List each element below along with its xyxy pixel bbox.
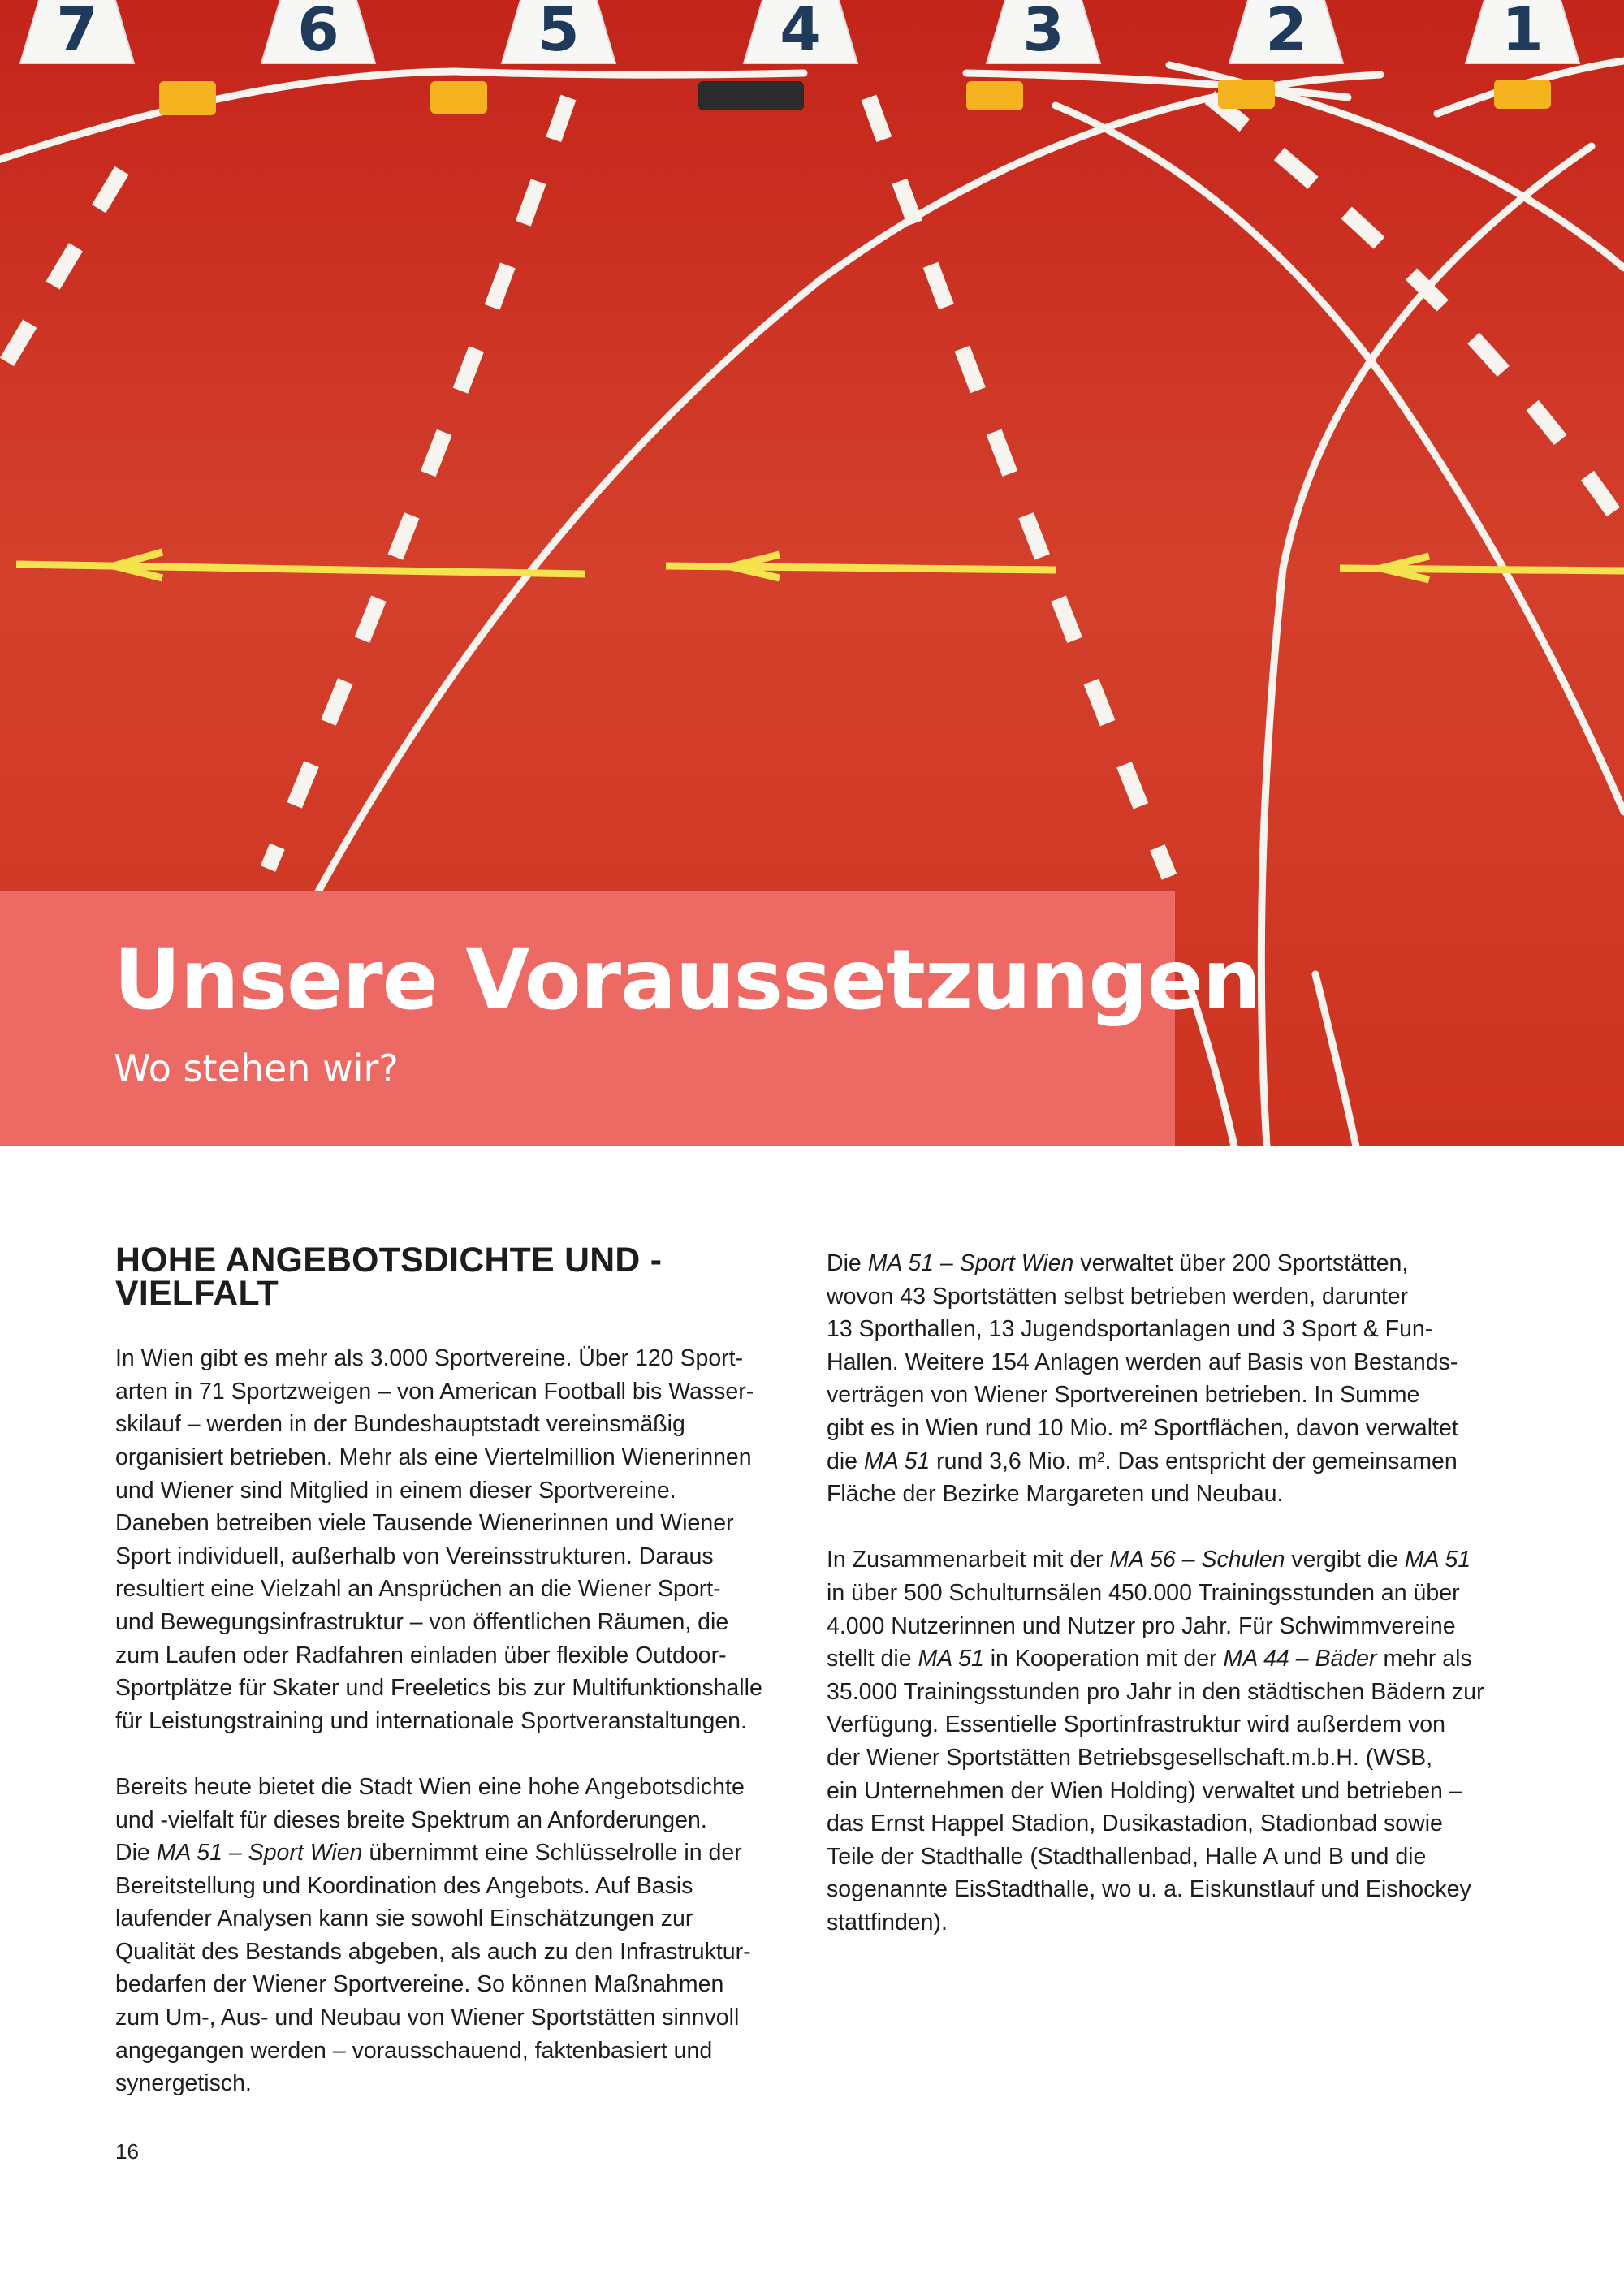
left-column bbox=[115, 1241, 797, 2133]
italic-reference: MA 51 – Sport Wien bbox=[156, 1840, 363, 1867]
paragraph bbox=[115, 1342, 797, 1737]
text-run: Bereits heute bietet die Stadt Wien eine hohe Angebotsdichte und -vielfalt für dieses breite Spektrum an Anforderungen. Die bbox=[115, 1773, 745, 1867]
starting-block bbox=[159, 81, 216, 115]
text-run: in Kooperation mit der bbox=[983, 1646, 1224, 1672]
text-run: In Zusammenarbeit mit der bbox=[827, 1547, 1110, 1573]
starting-block bbox=[430, 81, 487, 114]
text-run: rund 3,6 Mio. m². Das entspricht der gemeinsamen Fläche der Bezirke Margareten und Neubau. bbox=[827, 1448, 1458, 1508]
italic-reference: MA 51 bbox=[918, 1646, 984, 1672]
text-run: verwaltet über 200 Sportstätten, wovon 43 Sportstätten selbst betrieben werden, darunter 13 Sporthallen, 13 Jugendsportanlagen und 3 Sport & Fun- Hallen. Weitere 154 Anlagen werden auf Basis von Bestands- verträgen von Wiener Sportvereinen betrieben. In Summe gibt es in Wien rund 10 Mio. m² Sportflächen, davon verwaltet die bbox=[827, 1250, 1458, 1474]
lane-line bbox=[455, 71, 804, 75]
text-run: In Wien gibt es mehr als 3.000 Sportvereine. Über 120 Sport- arten in 71 Sportzweigen – von American Football bis Wasser- skilauf – werden in der Bundeshauptstadt vereinsmäßig organisiert betrieben. Mehr als eine Viertelmillion Wienerinnen und Wiener sind Mitglied in einem dieser Sportvereine. Daneben betreiben viele Tausende Wienerinnen und Wiener Sport individuell, außerhalb von Vereinsstrukturen. Daraus resultiert eine Vielzahl an Ansprüchen an die Wiener Sport- und Bewegungsinfrastruktur – von öffentlichen Räumen, die zum Laufen oder Radfahren einladen über flexible Outdoor- Sportplätze für Skater und Freeletics bis zur Multifunktionshalle für Leistungstraining und internationale Sportveranstaltungen. bbox=[115, 1345, 762, 1734]
lane-number: 2 bbox=[1265, 0, 1307, 65]
lane-number: 4 bbox=[780, 0, 822, 65]
lane-number: 7 bbox=[56, 0, 98, 65]
starting-block bbox=[966, 81, 1023, 110]
starting-block bbox=[1494, 80, 1551, 109]
lane-number: 5 bbox=[538, 0, 580, 65]
paragraph bbox=[827, 1247, 1525, 1511]
starting-block bbox=[698, 81, 804, 110]
paragraph bbox=[827, 1543, 1525, 1939]
lane-number: 6 bbox=[297, 0, 339, 65]
lane-number: 3 bbox=[1022, 0, 1065, 65]
italic-reference: MA 56 – Schulen bbox=[1109, 1547, 1285, 1573]
text-run: in über 500 Schulturnsälen 450.000 Trainingsstunden an über 4.000 Nutzerinnen und Nutzer pro Jahr. Für Schwimmvereine stellt die bbox=[827, 1579, 1460, 1672]
text-run: mehr als 35.000 Trainingsstunden pro Jahr in den städtischen Bädern zur Verfügung. Essentielle Sportinfrastruktur wird außerdem von der Wiener Sportstätten Betriebsgesellschaft.m.b.H. (WSB, ein Unternehmen der Wien Holding) verwaltet und betrieben – das Ernst Happel Stadion, Dusikastadion, Stadionbad sowie Teile der Stadthalle (Stadthallenbad, Halle A und B und die sogenannte EisStadthalle, wo u. a. Eiskunstlauf und Eishockey stattfinden). bbox=[827, 1646, 1484, 1936]
lane-number: 1 bbox=[1501, 0, 1544, 65]
right-column bbox=[827, 1247, 1525, 1972]
yellow-line bbox=[666, 566, 1056, 570]
section-heading: HOHE ANGEBOTSDICHTE UND -VIELFALT bbox=[115, 1241, 663, 1313]
starting-block bbox=[1218, 80, 1275, 109]
italic-reference: MA 44 – Bäder bbox=[1223, 1646, 1377, 1672]
text-run: vergibt die bbox=[1285, 1547, 1405, 1573]
paragraph bbox=[115, 1771, 797, 2100]
page-title: Unsere Voraussetzungen bbox=[114, 932, 1261, 1029]
italic-reference: MA 51 bbox=[863, 1448, 931, 1474]
page-number: 16 bbox=[115, 2139, 139, 2164]
text-run: übernimmt eine Schlüsselrolle in der Bereitstellung und Koordination des Angebots. Auf Basis laufender Analysen kann sie sowohl Einschätzungen zur Qualität des Bestands abgeben, als auch zu den Infrastruktur- bedarfen der Wiener Sportvereine. So können Maßnahmen zum Um-, Aus- und Neubau von Wiener Sportstätten sinnvoll angegangen werden – vorausschauend, faktenbasiert und synergetisch. bbox=[115, 1840, 751, 2097]
italic-reference: MA 51 – Sport Wien bbox=[867, 1250, 1074, 1276]
text-run: Die bbox=[827, 1250, 868, 1276]
page-subtitle: Wo stehen wir? bbox=[114, 1047, 399, 1090]
italic-reference: MA 51 bbox=[1404, 1547, 1471, 1573]
